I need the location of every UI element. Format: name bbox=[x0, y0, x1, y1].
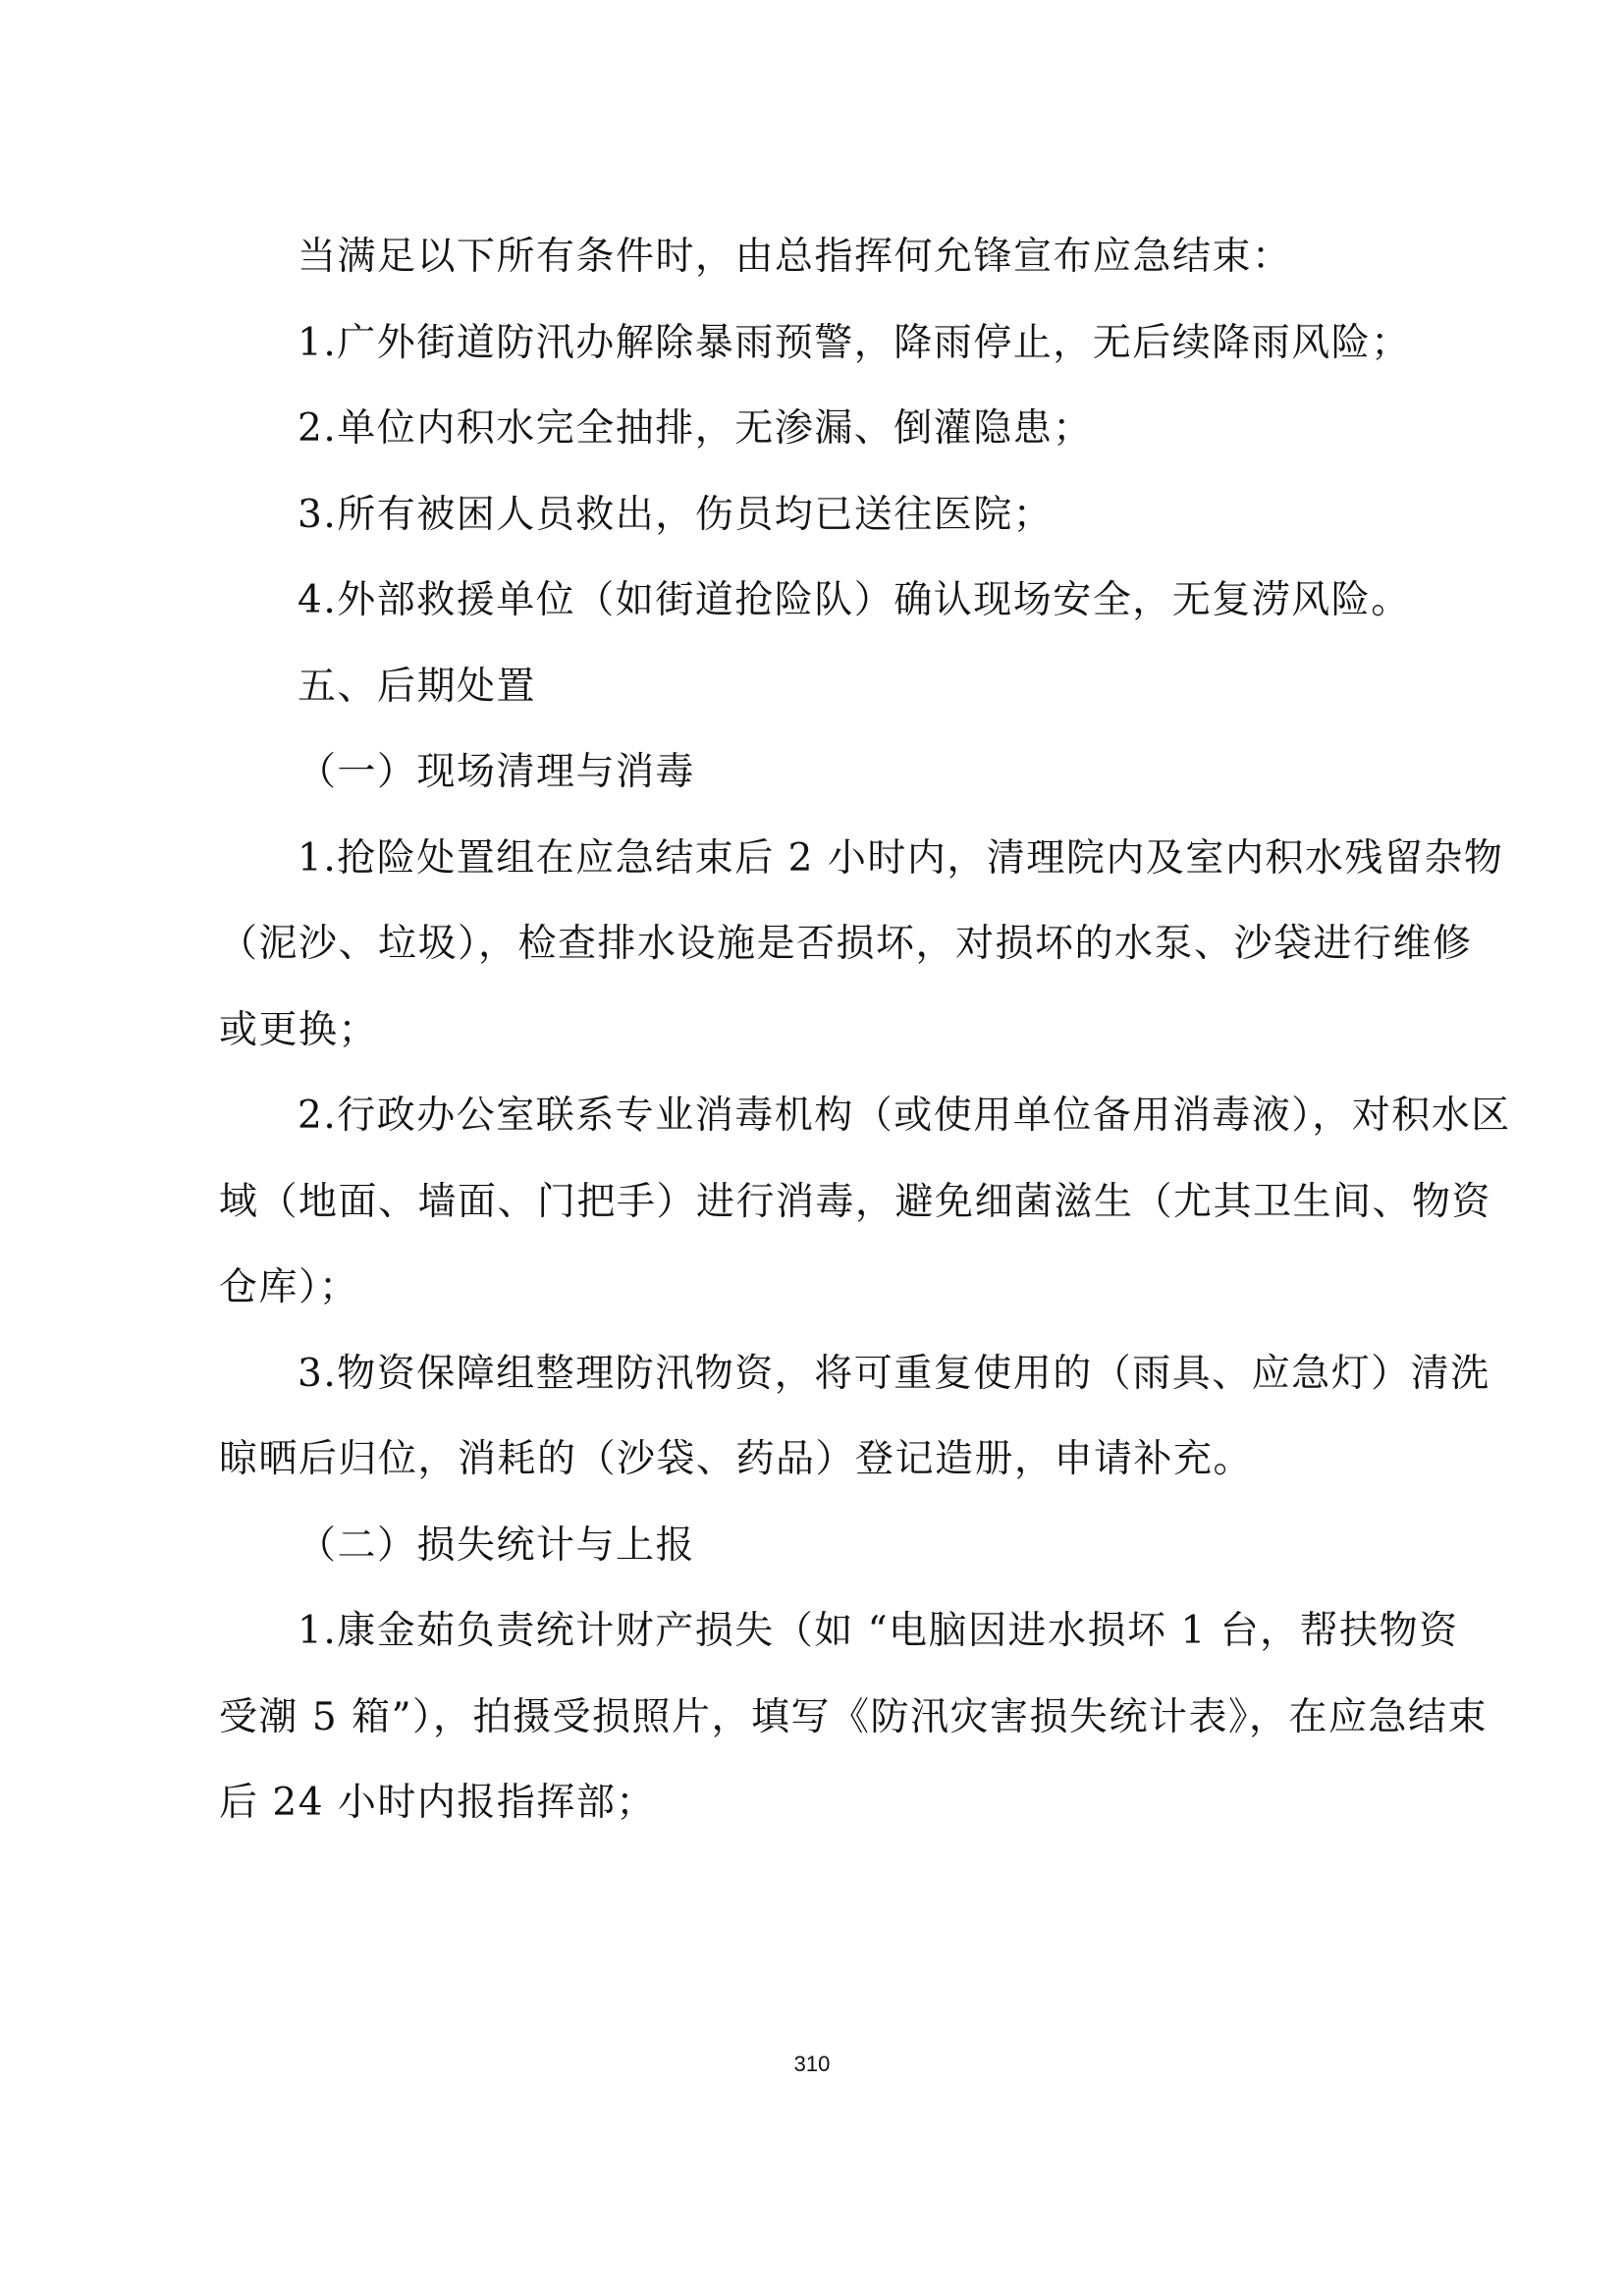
paragraph-line-15: 晾晒后归位，消耗的（沙袋、药品）登记造册，申请补充。 bbox=[219, 1437, 1254, 1481]
paragraph-line-17: 1.康金茹负责统计财产损失（如 “电脑因进水损坏 1 台，帮扶物资 bbox=[298, 1609, 1459, 1653]
paragraph-line-2: 1.广外街道防汛办解除暴雨预警，降雨停止，无后续降雨风险； bbox=[298, 321, 1411, 365]
paragraph-line-13: 仓库）； bbox=[219, 1265, 359, 1309]
page-number: 310 bbox=[793, 2052, 831, 2076]
paragraph-line-5: 4.外部救援单位（如街道抢险队）确认现场安全，无复涝风险。 bbox=[298, 578, 1411, 622]
section-heading: 五、后期处置 bbox=[298, 665, 537, 709]
paragraph-line-4: 3.所有被困人员救出，伤员均已送往医院； bbox=[298, 493, 1054, 537]
paragraph-line-14: 3.物资保障组整理防汛物资，将可重复使用的（雨具、应急灯）清洗 bbox=[298, 1352, 1490, 1396]
paragraph-line-9: （泥沙、垃圾），检查排水设施是否损坏，对损坏的水泵、沙袋进行维修 bbox=[219, 922, 1473, 966]
paragraph-line-8: 1.抢险处置组在应急结束后 2 小时内，清理院内及室内积水残留杂物 bbox=[298, 836, 1504, 881]
subsection-heading-2: （二）损失统计与上报 bbox=[298, 1523, 696, 1568]
paragraph-line-3: 2.单位内积水完全抽排，无渗漏、倒灌隐患； bbox=[298, 406, 1093, 451]
paragraph-line-11: 2.行政办公室联系专业消毒机构（或使用单位备用消毒液），对积水区 bbox=[298, 1094, 1511, 1138]
paragraph-line-1: 当满足以下所有条件时，由总指挥何允锋宣布应急结束： bbox=[298, 235, 1292, 279]
subsection-heading-1: （一）现场清理与消毒 bbox=[298, 750, 696, 794]
paragraph-line-12: 域（地面、墙面、门把手）进行消毒，避免细菌滋生（尤其卫生间、物资 bbox=[219, 1180, 1492, 1224]
paragraph-line-10: 或更换； bbox=[219, 1008, 379, 1052]
paragraph-line-18: 受潮 5 箱”），拍摄受损照片，填写《防汛灾害损失统计表》，在应急结束 bbox=[219, 1695, 1489, 1739]
paragraph-line-19: 后 24 小时内报指挥部； bbox=[219, 1781, 656, 1825]
